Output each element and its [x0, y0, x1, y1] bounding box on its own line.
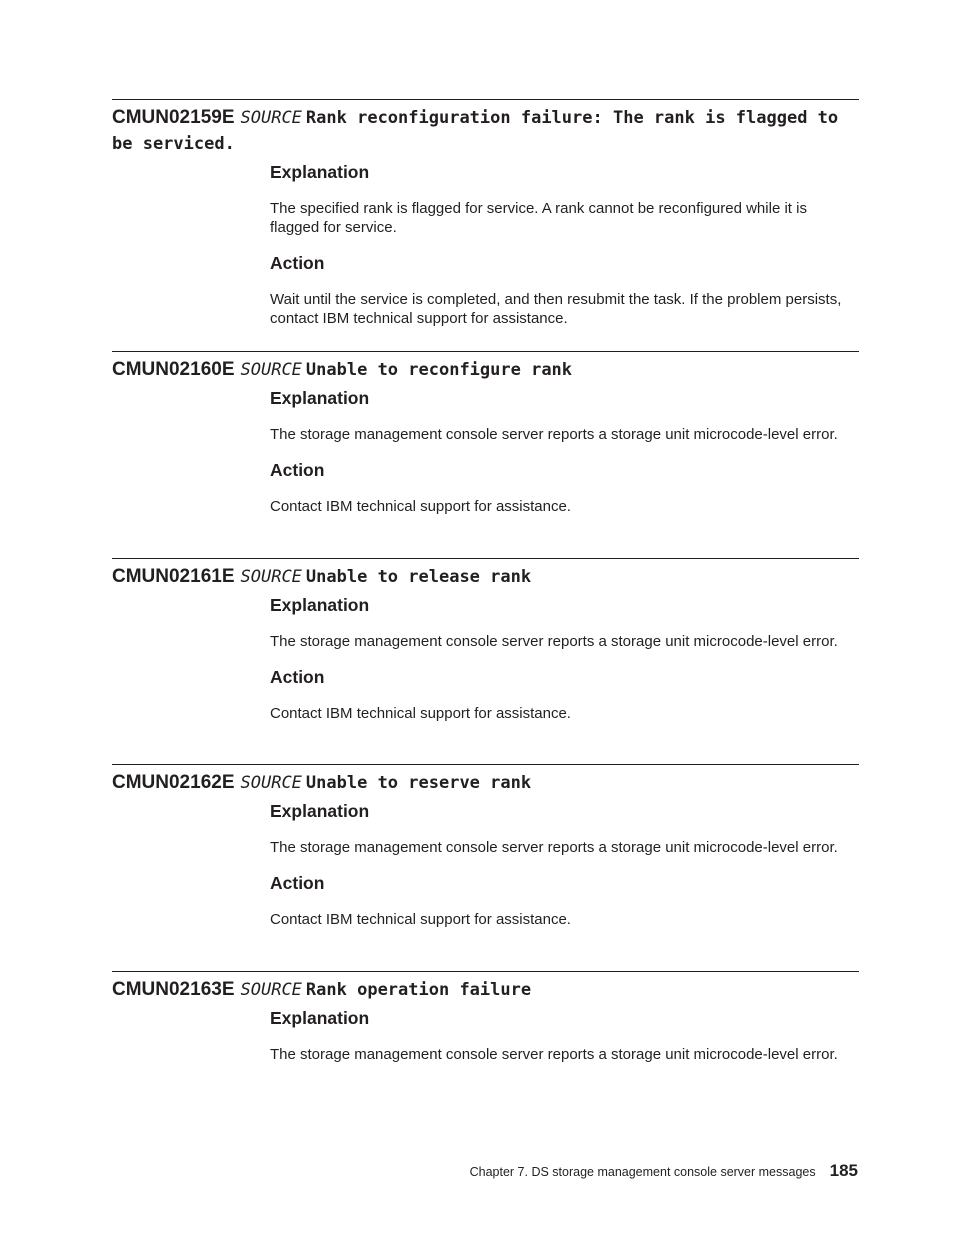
message-cmun02160e — [112, 351, 859, 516]
message-cmun02159e — [112, 99, 859, 328]
page-footer — [470, 1158, 858, 1185]
message-source: SOURCE — [240, 108, 302, 128]
footer-chapter: Chapter 7. DS storage management console server messages — [469, 1165, 816, 1179]
message-source: SOURCE — [240, 567, 302, 587]
explanation-text: The storage management console server reports a storage unit microcode-level error. — [270, 426, 838, 443]
explanation-heading: Explanation — [270, 595, 370, 615]
message-cmun02161e — [112, 558, 859, 723]
action-heading: Action — [270, 460, 325, 480]
explanation-heading: Explanation — [270, 162, 370, 182]
message-heading — [112, 765, 859, 796]
explanation-text: The storage management console server reports a storage unit microcode-level error. — [270, 633, 838, 650]
message-title: Unable to reserve rank — [305, 773, 532, 793]
page-number: 185 — [829, 1161, 858, 1180]
explanation-text: The storage management console server reports a storage unit microcode-level error. — [270, 839, 838, 856]
action-text: Contact IBM technical support for assistance. — [270, 498, 571, 515]
explanation-heading: Explanation — [270, 388, 370, 408]
message-source: SOURCE — [240, 980, 302, 1000]
message-id: CMUN02159E — [112, 107, 235, 128]
action-heading: Action — [270, 667, 325, 687]
message-id: CMUN02160E — [112, 359, 235, 380]
message-id: CMUN02161E — [112, 566, 235, 587]
action-text: Contact IBM technical support for assistance. — [270, 705, 571, 722]
message-heading — [112, 972, 859, 1003]
message-id: CMUN02162E — [112, 772, 235, 793]
message-title: Rank reconfiguration failure: The rank is flagged to be serviced. — [112, 108, 839, 154]
explanation-text: The storage management console server reports a storage unit microcode-level error. — [270, 1046, 838, 1063]
message-source: SOURCE — [240, 360, 302, 380]
message-title: Unable to reconfigure rank — [305, 360, 573, 380]
message-cmun02162e — [112, 764, 859, 929]
message-heading — [112, 352, 859, 383]
message-title: Rank operation failure — [305, 980, 532, 1000]
explanation-heading: Explanation — [270, 1008, 370, 1028]
action-heading: Action — [270, 253, 325, 273]
explanation-heading: Explanation — [270, 801, 370, 821]
message-heading — [112, 559, 859, 590]
action-heading: Action — [270, 873, 325, 893]
explanation-text: The specified rank is flagged for service. A rank cannot be reconfigured while it is flagged for service. — [270, 200, 807, 236]
message-cmun02163e — [112, 971, 859, 1064]
action-text: Wait until the service is completed, and then resubmit the task. If the problem persists, contact IBM technical support for assistance. — [270, 291, 842, 327]
message-source: SOURCE — [240, 773, 302, 793]
message-title: Unable to release rank — [305, 567, 532, 587]
action-text: Contact IBM technical support for assistance. — [270, 911, 571, 928]
message-heading — [112, 100, 859, 157]
message-id: CMUN02163E — [112, 979, 235, 1000]
